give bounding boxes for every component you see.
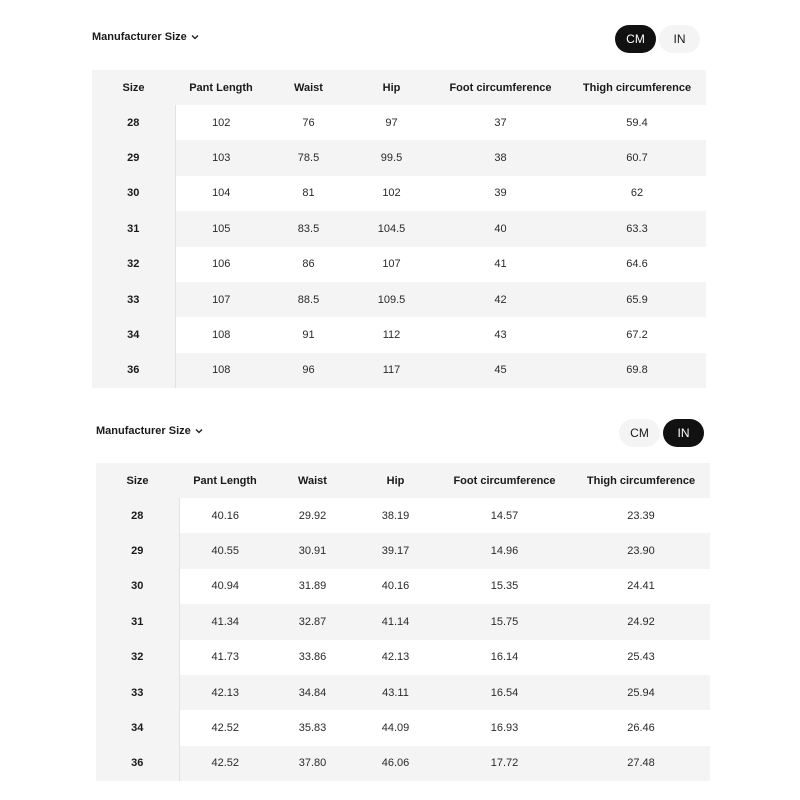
table-cell: 41.14 <box>354 604 437 639</box>
table-cell: 102 <box>212 116 231 129</box>
table-cell: 64.6 <box>626 258 648 271</box>
size-cell: 36 <box>92 353 175 388</box>
manufacturer-size-dropdown[interactable] <box>92 31 200 43</box>
table-cell: 108 <box>175 353 267 388</box>
unit-toggle <box>616 419 704 447</box>
table-cell: 62 <box>630 187 644 200</box>
table-cell: 34.84 <box>271 675 354 710</box>
column-header: Pant Length <box>175 70 267 105</box>
table-row <box>96 675 710 710</box>
table-cell: 43 <box>494 329 507 342</box>
table-cell: 102 <box>382 187 401 200</box>
table-cell: 16.54 <box>437 675 572 710</box>
table-cell: 40.55 <box>179 533 271 568</box>
table-cell: 99.5 <box>350 140 433 175</box>
table-cell: 29.92 <box>298 509 327 522</box>
table-cell: 106 <box>212 258 231 271</box>
table-cell: 104.5 <box>350 211 433 246</box>
table-row <box>92 353 706 388</box>
column-header: Waist <box>271 463 354 498</box>
column-header: Waist <box>267 70 350 105</box>
table-cell: 44.09 <box>381 722 410 735</box>
table-cell: 40.94 <box>211 580 240 593</box>
dropdown-label: Manufacturer Size <box>96 425 191 437</box>
table-cell: 42.52 <box>211 722 240 735</box>
table-header-row <box>96 463 710 498</box>
table-cell: 38 <box>433 140 568 175</box>
size-cell: 28 <box>96 498 179 533</box>
table-row <box>96 498 710 533</box>
table-row <box>96 746 710 781</box>
table-row <box>96 640 710 675</box>
unit-toggle <box>612 25 700 53</box>
size-cell: 30 <box>92 176 175 211</box>
table-cell: 31.89 <box>298 580 327 593</box>
size-chart-panel-cm <box>92 22 706 388</box>
table-cell: 78.5 <box>267 140 350 175</box>
table-row <box>92 282 706 317</box>
table-cell: 97 <box>385 116 398 129</box>
unit-in-button[interactable]: IN <box>663 419 704 447</box>
table-cell: 91 <box>302 329 315 342</box>
panel-header <box>92 22 706 56</box>
table-row <box>92 247 706 282</box>
column-header: Thigh circumference <box>568 70 706 105</box>
size-cell: 33 <box>96 675 179 710</box>
table-cell: 96 <box>267 353 350 388</box>
panel-header <box>96 416 710 450</box>
table-cell: 105 <box>175 211 267 246</box>
size-cell: 32 <box>92 247 175 282</box>
table-cell: 69.8 <box>568 353 706 388</box>
table-cell: 15.35 <box>490 580 519 593</box>
table-row <box>92 105 706 140</box>
table-cell: 108 <box>212 329 231 342</box>
column-header: Foot circumference <box>437 463 572 498</box>
table-cell: 33.86 <box>298 651 327 664</box>
table-cell: 30.91 <box>271 533 354 568</box>
size-cell: 31 <box>92 211 175 246</box>
table-cell: 42.13 <box>179 675 271 710</box>
table-cell: 35.83 <box>298 722 327 735</box>
size-cell: 32 <box>96 640 179 675</box>
dropdown-label: Manufacturer Size <box>92 31 187 43</box>
table-cell: 15.75 <box>437 604 572 639</box>
table-cell: 104 <box>212 187 231 200</box>
size-cell: 34 <box>96 710 179 745</box>
table-cell: 24.92 <box>572 604 710 639</box>
table-cell: 42 <box>433 282 568 317</box>
table-cell: 65.9 <box>568 282 706 317</box>
table-cell: 16.14 <box>490 651 519 664</box>
table-cell: 23.90 <box>572 533 710 568</box>
size-cell: 29 <box>96 533 179 568</box>
table-row <box>96 533 710 568</box>
table-cell: 59.4 <box>626 116 648 129</box>
table-cell: 24.41 <box>627 580 655 593</box>
table-cell: 17.72 <box>437 746 572 781</box>
table-cell: 38.19 <box>381 509 410 522</box>
table-cell: 86 <box>302 258 315 271</box>
table-cell: 103 <box>175 140 267 175</box>
table-cell: 109.5 <box>350 282 433 317</box>
size-cell: 30 <box>96 569 179 604</box>
table-cell: 40.16 <box>381 580 410 593</box>
size-cell: 36 <box>96 746 179 781</box>
table-cell: 83.5 <box>267 211 350 246</box>
table-cell: 40.16 <box>211 509 240 522</box>
table-cell: 25.43 <box>627 651 655 664</box>
table-cell: 25.94 <box>572 675 710 710</box>
table-cell: 112 <box>382 329 401 342</box>
table-cell: 16.93 <box>490 722 519 735</box>
size-table-in <box>96 463 710 781</box>
table-cell: 37.80 <box>271 746 354 781</box>
size-cell: 28 <box>92 105 175 140</box>
table-cell: 107 <box>382 258 401 271</box>
column-header: Thigh circumference <box>572 463 710 498</box>
table-cell: 14.96 <box>437 533 572 568</box>
table-cell: 26.46 <box>627 722 655 735</box>
size-table-cm <box>92 70 706 388</box>
table-header-row <box>92 70 706 105</box>
size-cell: 33 <box>92 282 175 317</box>
chevron-down-icon <box>190 32 200 42</box>
table-row <box>92 317 706 352</box>
column-header: Pant Length <box>179 463 271 498</box>
table-cell: 14.57 <box>490 509 519 522</box>
table-cell: 60.7 <box>568 140 706 175</box>
table-cell: 40 <box>433 211 568 246</box>
table-cell: 39.17 <box>354 533 437 568</box>
table-cell: 81 <box>302 187 315 200</box>
table-cell: 43.11 <box>354 675 437 710</box>
column-header: Foot circumference <box>433 70 568 105</box>
table-cell: 63.3 <box>568 211 706 246</box>
column-header: Hip <box>354 463 437 498</box>
column-header: Hip <box>350 70 433 105</box>
table-row <box>96 569 710 604</box>
table-cell: 41.34 <box>179 604 271 639</box>
size-chart-panel-in <box>96 416 710 781</box>
table-cell: 39 <box>494 187 507 200</box>
column-header: Size <box>92 70 175 105</box>
table-cell: 32.87 <box>271 604 354 639</box>
size-cell: 29 <box>92 140 175 175</box>
table-cell: 117 <box>350 353 433 388</box>
manufacturer-size-dropdown[interactable] <box>96 425 204 437</box>
table-row <box>92 140 706 175</box>
table-cell: 88.5 <box>267 282 350 317</box>
table-cell: 46.06 <box>354 746 437 781</box>
table-cell: 27.48 <box>572 746 710 781</box>
table-row <box>96 604 710 639</box>
size-cell: 34 <box>92 317 175 352</box>
unit-in-button[interactable]: IN <box>659 25 700 53</box>
table-cell: 41.73 <box>211 651 240 664</box>
table-cell: 42.52 <box>179 746 271 781</box>
table-cell: 76 <box>302 116 315 129</box>
column-header: Size <box>96 463 179 498</box>
table-cell: 41 <box>494 258 507 271</box>
table-cell: 67.2 <box>626 329 648 342</box>
unit-cm-button[interactable]: CM <box>619 419 660 447</box>
table-cell: 107 <box>175 282 267 317</box>
unit-cm-button[interactable]: CM <box>615 25 656 53</box>
table-row <box>92 176 706 211</box>
size-cell: 31 <box>96 604 179 639</box>
table-row <box>92 211 706 246</box>
table-cell: 42.13 <box>381 651 410 664</box>
table-row <box>96 710 710 745</box>
table-cell: 37 <box>494 116 507 129</box>
table-cell: 45 <box>433 353 568 388</box>
chevron-down-icon <box>194 426 204 436</box>
table-cell: 23.39 <box>627 509 655 522</box>
